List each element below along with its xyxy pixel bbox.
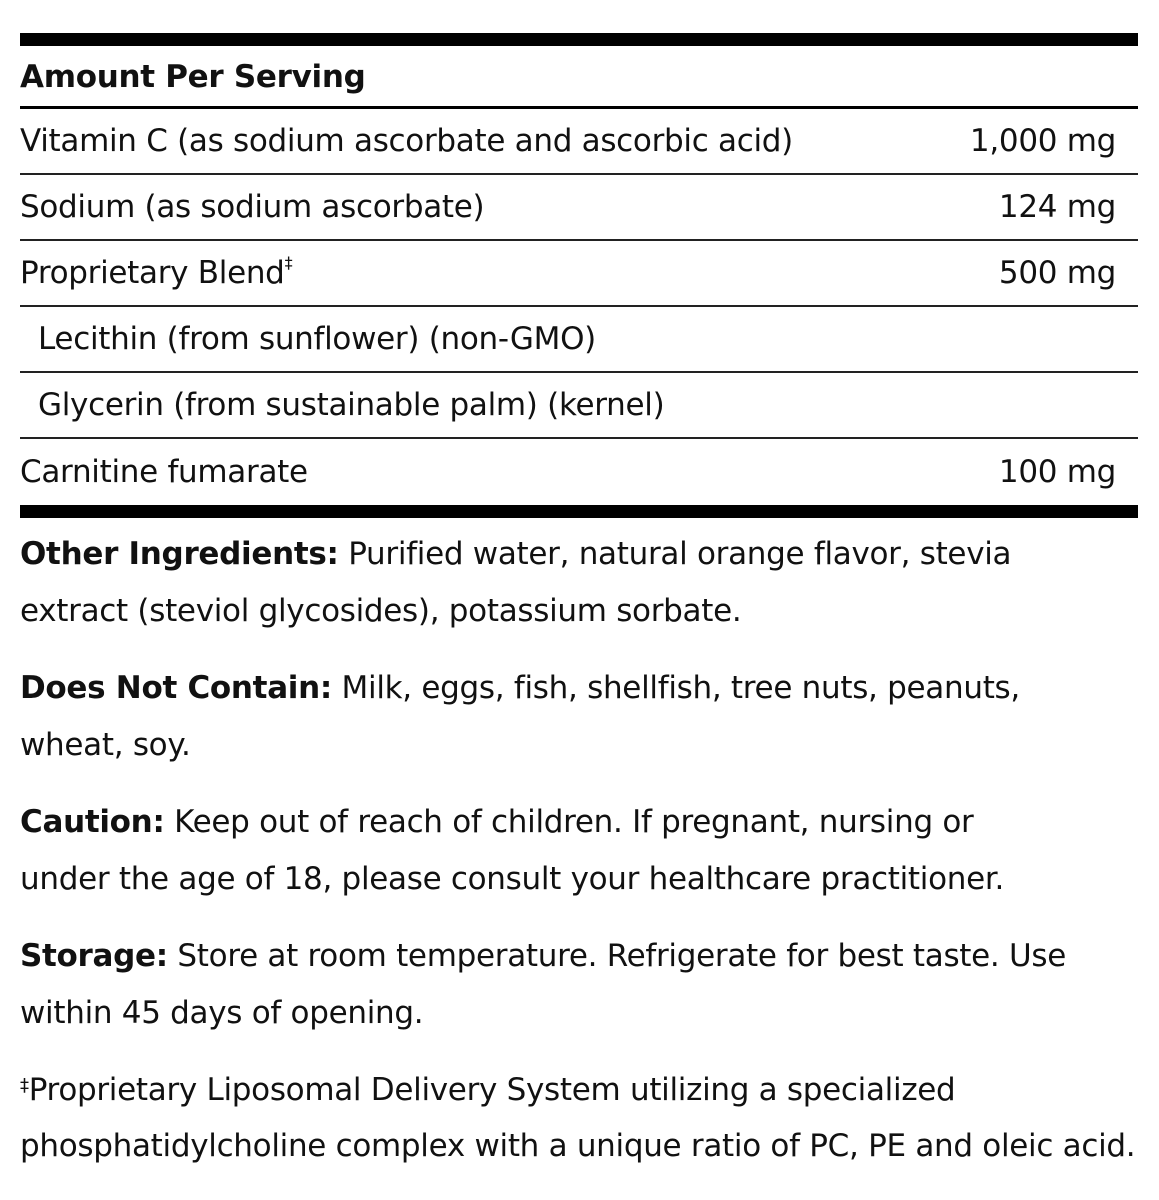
ingredient-row-vitamin-c xyxy=(20,109,1138,175)
ingredient-row-sodium xyxy=(20,175,1138,241)
proprietary-blend-footnote xyxy=(20,1062,1150,1174)
ingredient-name: Sodium (as sodium ascorbate) xyxy=(20,189,485,225)
note-text: Store at room temperature. Refrigerate for best taste. Use within 45 days of opening. xyxy=(20,938,1067,1031)
supplement-facts-panel xyxy=(20,33,1138,1174)
note-label: Does Not Contain: xyxy=(20,670,332,706)
ingredient-name: Proprietary Blend‡ xyxy=(20,253,293,291)
note-label: Other Ingredients: xyxy=(20,536,339,572)
bottom-thick-rule xyxy=(20,505,1138,518)
storage-note xyxy=(20,928,1070,1042)
ingredient-name: Carnitine fumarate xyxy=(20,454,308,490)
ingredient-row-carnitine xyxy=(20,439,1138,505)
ingredient-name: Lecithin (from sunflower) (non-GMO) xyxy=(38,321,596,357)
note-text: Keep out of reach of children. If pregnant, nursing or under the age of 18, please consult your healthcare practitioner. xyxy=(20,804,1005,897)
footnote-text: Proprietary Liposomal Delivery System utilizing a specialized phosphatidylcholine complex with a unique ratio of PC, PE and oleic acid. xyxy=(20,1072,1136,1164)
other-ingredients-note xyxy=(20,526,1070,640)
ingredient-row-proprietary-blend xyxy=(20,241,1138,307)
label-notes xyxy=(20,526,1138,1174)
ingredient-amount: 1,000 mg xyxy=(969,123,1116,159)
ingredient-row-lecithin xyxy=(20,307,1138,373)
ingredient-amount: 124 mg xyxy=(998,189,1116,225)
amount-per-serving-header: Amount Per Serving xyxy=(20,59,366,95)
note-label: Caution: xyxy=(20,804,165,840)
note-label: Storage: xyxy=(20,938,168,974)
double-dagger-marker: ‡ xyxy=(20,1075,29,1096)
top-thick-rule xyxy=(20,33,1138,46)
ingredient-name: Vitamin C (as sodium ascorbate and ascorbic acid) xyxy=(20,123,793,159)
double-dagger-marker: ‡ xyxy=(284,253,293,272)
ingredient-amount: 500 mg xyxy=(998,255,1116,291)
ingredient-name: Glycerin (from sustainable palm) (kernel) xyxy=(38,387,665,423)
caution-note xyxy=(20,794,1070,908)
note-text: Milk, eggs, fish, shellfish, tree nuts, peanuts, wheat, soy. xyxy=(20,670,1020,763)
does-not-contain-note xyxy=(20,660,1070,774)
note-text: Purified water, natural orange flavor, stevia extract (steviol glycosides), potassium sorbate. xyxy=(20,536,1012,629)
ingredient-row-glycerin xyxy=(20,373,1138,439)
ingredient-amount: 100 mg xyxy=(998,454,1116,490)
